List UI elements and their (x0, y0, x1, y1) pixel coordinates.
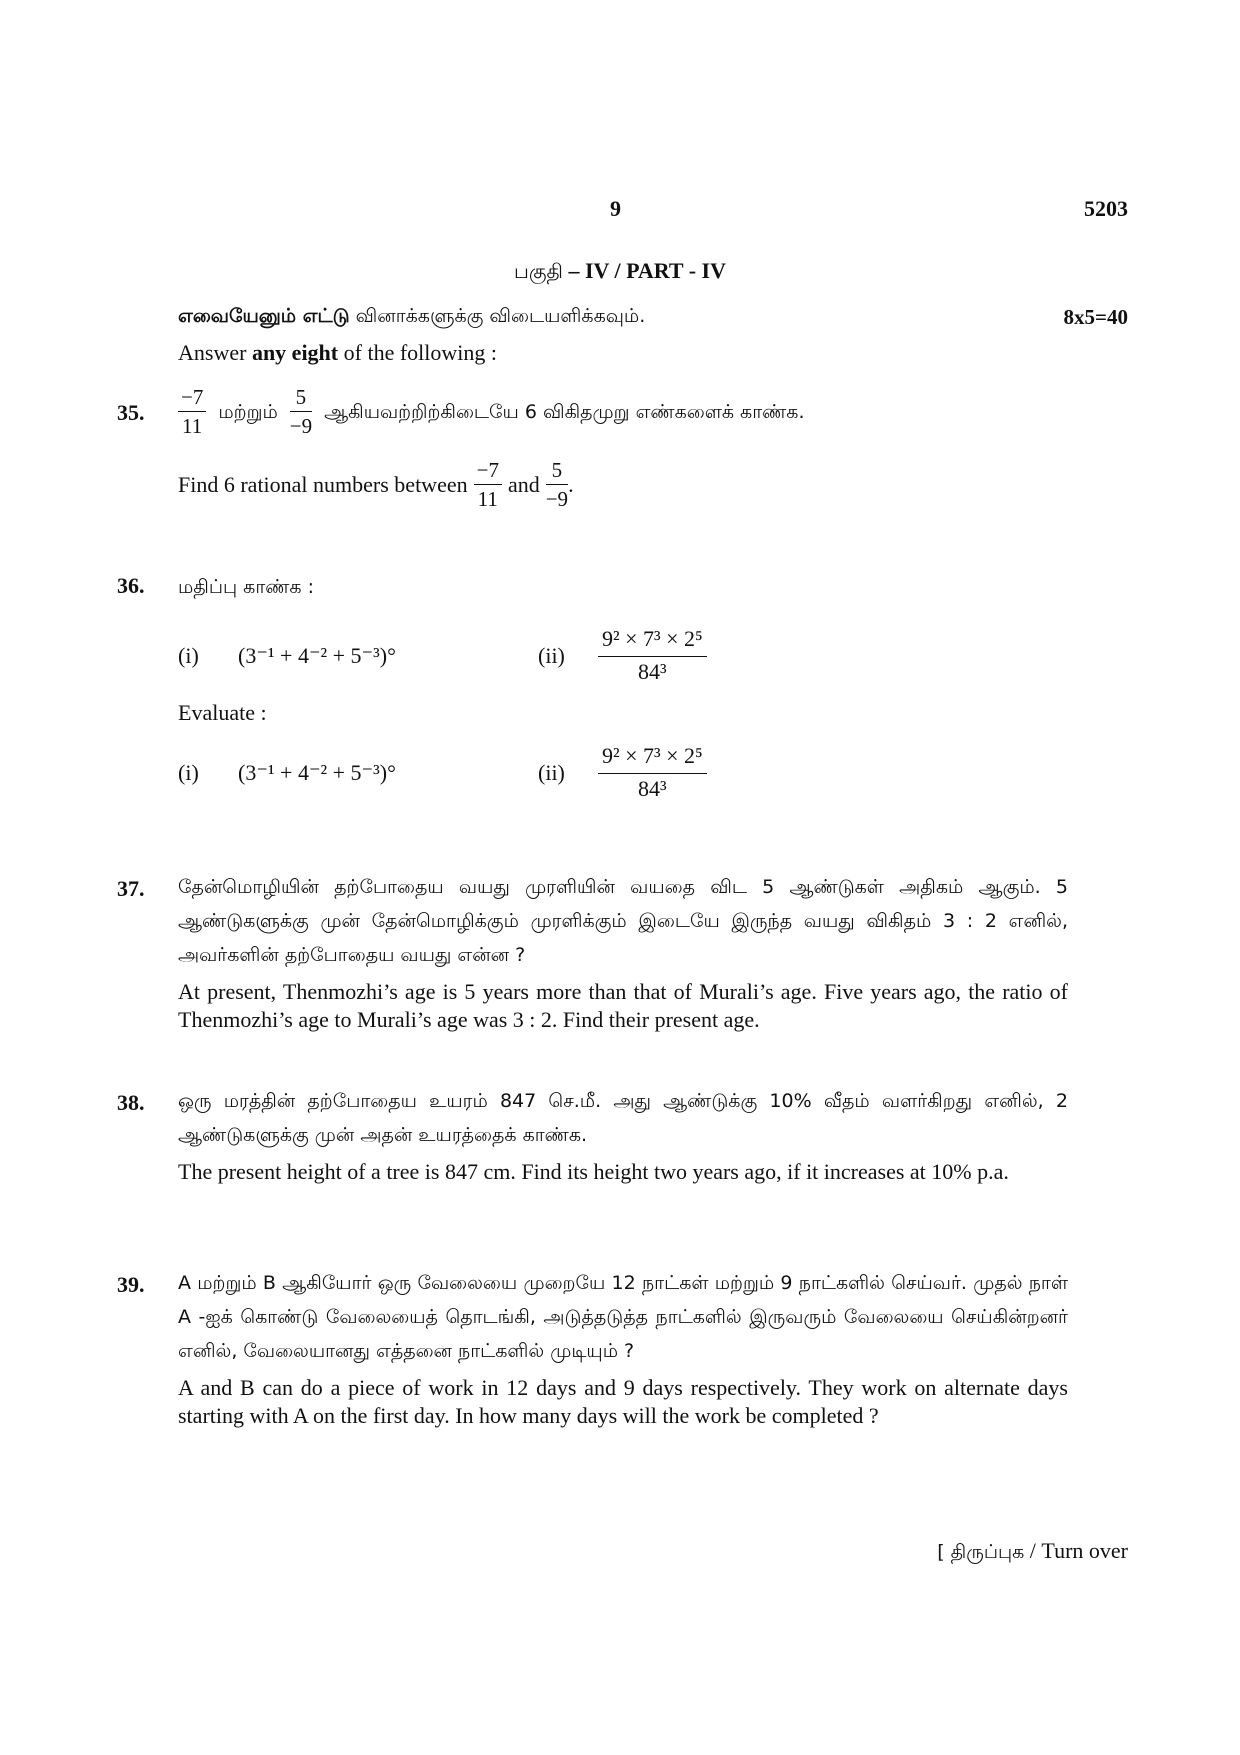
question-35-tamil (178, 384, 1068, 439)
fraction-numerator: −7 (474, 457, 502, 485)
question-number-35: 35. (117, 400, 145, 425)
expression-i: (3⁻¹ + 4⁻² + 5⁻³)° (238, 759, 396, 785)
fraction-neg7-11 (178, 384, 206, 439)
question-35-tamil-text: ஆகியவற்றிற்கிடையே 6 விகிதமுறு எண்களைக் காண்க. (324, 400, 805, 423)
fraction-numerator: 5 (546, 457, 568, 485)
marks-scheme: 8x5=40 (1063, 305, 1128, 329)
question-36-parts-english (178, 741, 1068, 804)
fraction-numerator: 5 (290, 384, 312, 412)
instruction-tamil (178, 305, 645, 330)
question-35 (178, 384, 1068, 512)
question-number-36: 36. (117, 573, 145, 598)
part-label-i: (i) (178, 642, 199, 668)
instruction-tamil-rest: வினாக்களுக்கு விடையளிக்கவும். (349, 305, 646, 327)
part-title (0, 258, 1240, 286)
tamil-and: மற்றும் (218, 400, 278, 423)
expression-ii-denominator: 84³ (638, 659, 667, 684)
question-37 (178, 870, 1068, 1034)
fraction-5-neg9-en (546, 457, 568, 512)
question-38-english: The present height of a tree is 847 cm. Find its height two years ago, if it increases at 10% p.a. (178, 1159, 1009, 1184)
expression-ii (598, 741, 707, 804)
fraction-denominator: −9 (289, 414, 313, 438)
instruction-english (178, 340, 497, 366)
instruction-en-bold: any eight (251, 340, 339, 365)
question-38-tamil: ஒரு மரத்தின் தற்போதைய உயரம் 847 செ.மீ. அது ஆண்டுக்கு 10% வீதம் வளர்கிறது எனில், 2 ஆண்டுகளுக்கு முன் அதன் உயரத்தைக் காண்க. (178, 1090, 1068, 1146)
period: . (568, 471, 574, 497)
question-36-english: Evaluate : (178, 700, 267, 725)
part-title-tamil: பகுதி (514, 259, 563, 283)
question-39 (178, 1266, 1068, 1430)
question-number-37: 37. (117, 876, 145, 901)
question-37-tamil: தேன்மொழியின் தற்போதைய வயது முரளியின் வயதை விட 5 ஆண்டுகள் அதிகம் ஆகும். 5 ஆண்டுகளுக்கு முன் தேன்மொழிக்கும் முரளிக்கும் இடையே இருந்த வயது விகிதம் 3 : 2 எனில், அவர்களின் தற்போதைய வயது என்ன ? (178, 876, 1068, 966)
expression-ii-numerator: 9² × 7³ × 2⁵ (598, 624, 707, 657)
fraction-denominator: 11 (477, 487, 498, 511)
question-39-english: A and B can do a piece of work in 12 days and 9 days respectively. They work on alternate days starting with A on the first day. In how many days will the work be completed ? (178, 1375, 1068, 1428)
turn-over-tamil: [ திருப்புக (937, 1541, 1025, 1563)
expression-i: (3⁻¹ + 4⁻² + 5⁻³)° (238, 642, 396, 668)
question-number-39: 39. (117, 1272, 145, 1297)
fraction-neg7-11-en (474, 457, 502, 512)
part-label-ii: (ii) (538, 642, 565, 668)
question-39-tamil: A மற்றும் B ஆகியோர் ஒரு வேலையை முறையே 12 நாட்கள் மற்றும் 9 நாட்களில் செய்வர். முதல் நாள் A -ஐக் கொண்டு வேலையைத் தொடங்கி, அடுத்தடுத்த நாட்களில் இருவரும் வேலையை செய்கின்றனர் எனில், வேலையானது எத்தனை நாட்களில் முடியும் ? (178, 1272, 1068, 1362)
question-36-tamil: மதிப்பு காண்க : (178, 576, 315, 598)
fraction-denominator: −9 (545, 487, 569, 511)
expression-ii-denominator: 84³ (638, 776, 667, 801)
expression-ii-numerator: 9² × 7³ × 2⁵ (598, 741, 707, 774)
instruction-tamil-bold: எவையேனும் எட்டு (178, 305, 350, 327)
turn-over-note (937, 1538, 1128, 1566)
question-number-38: 38. (117, 1090, 145, 1115)
question-36 (178, 570, 1068, 804)
expression-ii (598, 624, 707, 687)
fraction-denominator: 11 (182, 414, 203, 438)
page-number: 9 (610, 196, 621, 221)
paper-code: 5203 (1084, 196, 1128, 221)
question-35-english (178, 457, 1068, 512)
part-label-ii: (ii) (538, 759, 565, 785)
fraction-numerator: −7 (178, 384, 206, 412)
instruction-en-post: of the following : (338, 340, 497, 365)
question-35-english-text: Find 6 rational numbers between (178, 471, 468, 497)
question-38 (178, 1084, 1068, 1186)
turn-over-english: / Turn over (1024, 1538, 1128, 1563)
part-label-i: (i) (178, 759, 199, 785)
instruction-en-pre: Answer (178, 340, 252, 365)
fraction-5-neg9 (290, 384, 312, 439)
english-and: and (507, 471, 540, 497)
part-title-english: – IV / PART - IV (562, 258, 726, 283)
question-36-parts-tamil (178, 624, 1068, 687)
question-37-english: At present, Thenmozhi’s age is 5 years more than that of Murali’s age. Five years ago, the ratio of Thenmozhi’s age to Murali’s age was 3 : 2. Find their present age. (178, 979, 1068, 1032)
